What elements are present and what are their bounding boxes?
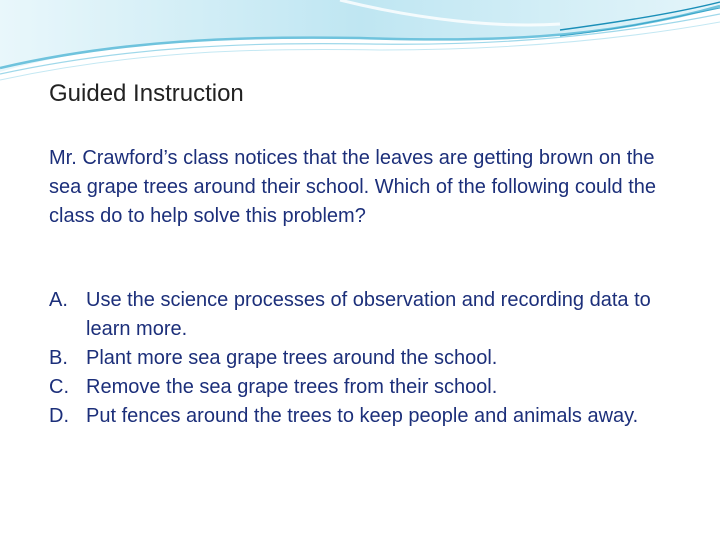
choice-d — [49, 402, 689, 431]
choice-c — [49, 373, 689, 402]
choice-letter: A. — [49, 289, 68, 311]
answer-choices — [49, 286, 689, 431]
header-wave-decoration — [0, 0, 720, 90]
choice-letter: B. — [49, 347, 68, 369]
choice-letter: D. — [49, 405, 69, 427]
choice-text: Plant more sea grape trees around the school. — [86, 347, 498, 369]
choice-b — [49, 344, 689, 373]
choice-letter: C. — [49, 376, 69, 398]
choice-text: Use the science processes of observation and recording data to learn more. — [86, 289, 651, 340]
choice-text: Put fences around the trees to keep people and animals away. — [86, 405, 639, 427]
question-text: Mr. Crawford’s class notices that the leaves are getting brown on the sea grape trees around their school. Which of the following could the class do to help solve this problem? — [49, 147, 657, 227]
choice-text: Remove the sea grape trees from their school. — [86, 376, 498, 398]
slide-title: Guided Instruction — [49, 80, 244, 107]
choice-a — [49, 286, 689, 344]
